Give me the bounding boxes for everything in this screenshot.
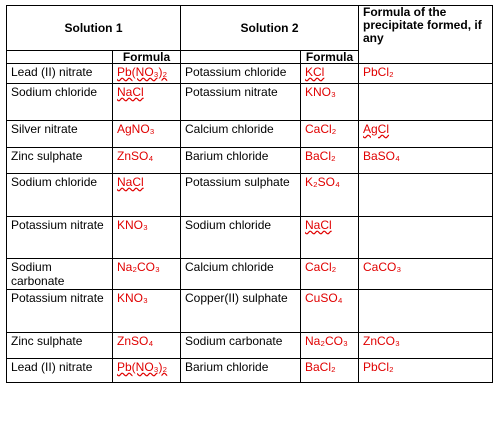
solution1-formula: ZnSO₄: [113, 333, 181, 359]
solution2-name: Potassium sulphate: [181, 174, 301, 217]
precipitate-formula: BaSO₄: [359, 148, 493, 174]
solution2-formula: BaCl₂: [301, 359, 359, 383]
precipitate-formula: AgCl: [359, 121, 493, 148]
solution1-formula: Na₂CO₃: [113, 259, 181, 290]
precipitate-formula: [359, 290, 493, 333]
table-row: [7, 259, 493, 290]
precipitate-formula: [359, 217, 493, 259]
table-row: [7, 121, 493, 148]
solution2-header: Solution 2: [181, 6, 359, 51]
precipitate-formula: PbCl₂: [359, 359, 493, 383]
solution2-formula: K₂SO₄: [301, 174, 359, 217]
precipitate-formula: [359, 84, 493, 121]
cut-off-text: [6, 432, 492, 444]
solution1-name: Lead (II) nitrate: [7, 359, 113, 383]
precipitate-formula: CaCO₃: [359, 259, 493, 290]
table-row: [7, 84, 493, 121]
solution2-name: Calcium chloride: [181, 121, 301, 148]
solution1-formula: NaCl: [113, 84, 181, 121]
precipitate-table: [6, 5, 493, 383]
precipitate-formula: PbCl₂: [359, 64, 493, 84]
solution1-name: Lead (II) nitrate: [7, 64, 113, 84]
solution2-name: Sodium chloride: [181, 217, 301, 259]
solution2-name: Barium chloride: [181, 359, 301, 383]
solution2-name: Potassium nitrate: [181, 84, 301, 121]
solution2-formula: CuSO₄: [301, 290, 359, 333]
solution2-name: Potassium chloride: [181, 64, 301, 84]
precipitate-formula: [359, 174, 493, 217]
precipitate-header: Formula of the precipitate formed, if any: [359, 6, 493, 64]
solution1-formula: ZnSO₄: [113, 148, 181, 174]
table-row: [7, 333, 493, 359]
solution1-formula: NaCl: [113, 174, 181, 217]
solution1-formula: Pb(NO₃)₂: [113, 64, 181, 84]
solution1-name: Zinc sulphate: [7, 333, 113, 359]
precipitate-formula: ZnCO₃: [359, 333, 493, 359]
table-row: [7, 64, 493, 84]
solution1-name: Silver nitrate: [7, 121, 113, 148]
table-row: [7, 359, 493, 383]
solution2-name: Copper(II) sulphate: [181, 290, 301, 333]
solution2-name: Calcium chloride: [181, 259, 301, 290]
solution1-name: Sodium chloride: [7, 84, 113, 121]
solution1-name: Potassium nitrate: [7, 217, 113, 259]
formula1-subheader: Formula: [113, 51, 181, 64]
solution1-formula: KNO₃: [113, 217, 181, 259]
solution1-header: Solution 1: [7, 6, 181, 51]
solution1-formula: Pb(NO₃)₂: [113, 359, 181, 383]
solution2-formula: BaCl₂: [301, 148, 359, 174]
solution2-formula: CaCl₂: [301, 121, 359, 148]
table-row: [7, 290, 493, 333]
solution2-name: Barium chloride: [181, 148, 301, 174]
solution1-name: Sodium chloride: [7, 174, 113, 217]
solution1-name: Sodium carbonate: [7, 259, 113, 290]
solution1-formula: AgNO₃: [113, 121, 181, 148]
blank-cell: [181, 51, 301, 64]
blank-cell: [7, 51, 113, 64]
solution1-name: Zinc sulphate: [7, 148, 113, 174]
table-row: [7, 217, 493, 259]
table-row: [7, 174, 493, 217]
solution1-formula: KNO₃: [113, 290, 181, 333]
solution1-name: Potassium nitrate: [7, 290, 113, 333]
solution2-formula: KNO₃: [301, 84, 359, 121]
formula2-subheader: Formula: [301, 51, 359, 64]
solution2-formula: CaCl₂: [301, 259, 359, 290]
solution2-name: Sodium carbonate: [181, 333, 301, 359]
table-row: [7, 148, 493, 174]
solution2-formula: NaCl: [301, 217, 359, 259]
solution2-formula: Na₂CO₃: [301, 333, 359, 359]
solution2-formula: KCl: [301, 64, 359, 84]
